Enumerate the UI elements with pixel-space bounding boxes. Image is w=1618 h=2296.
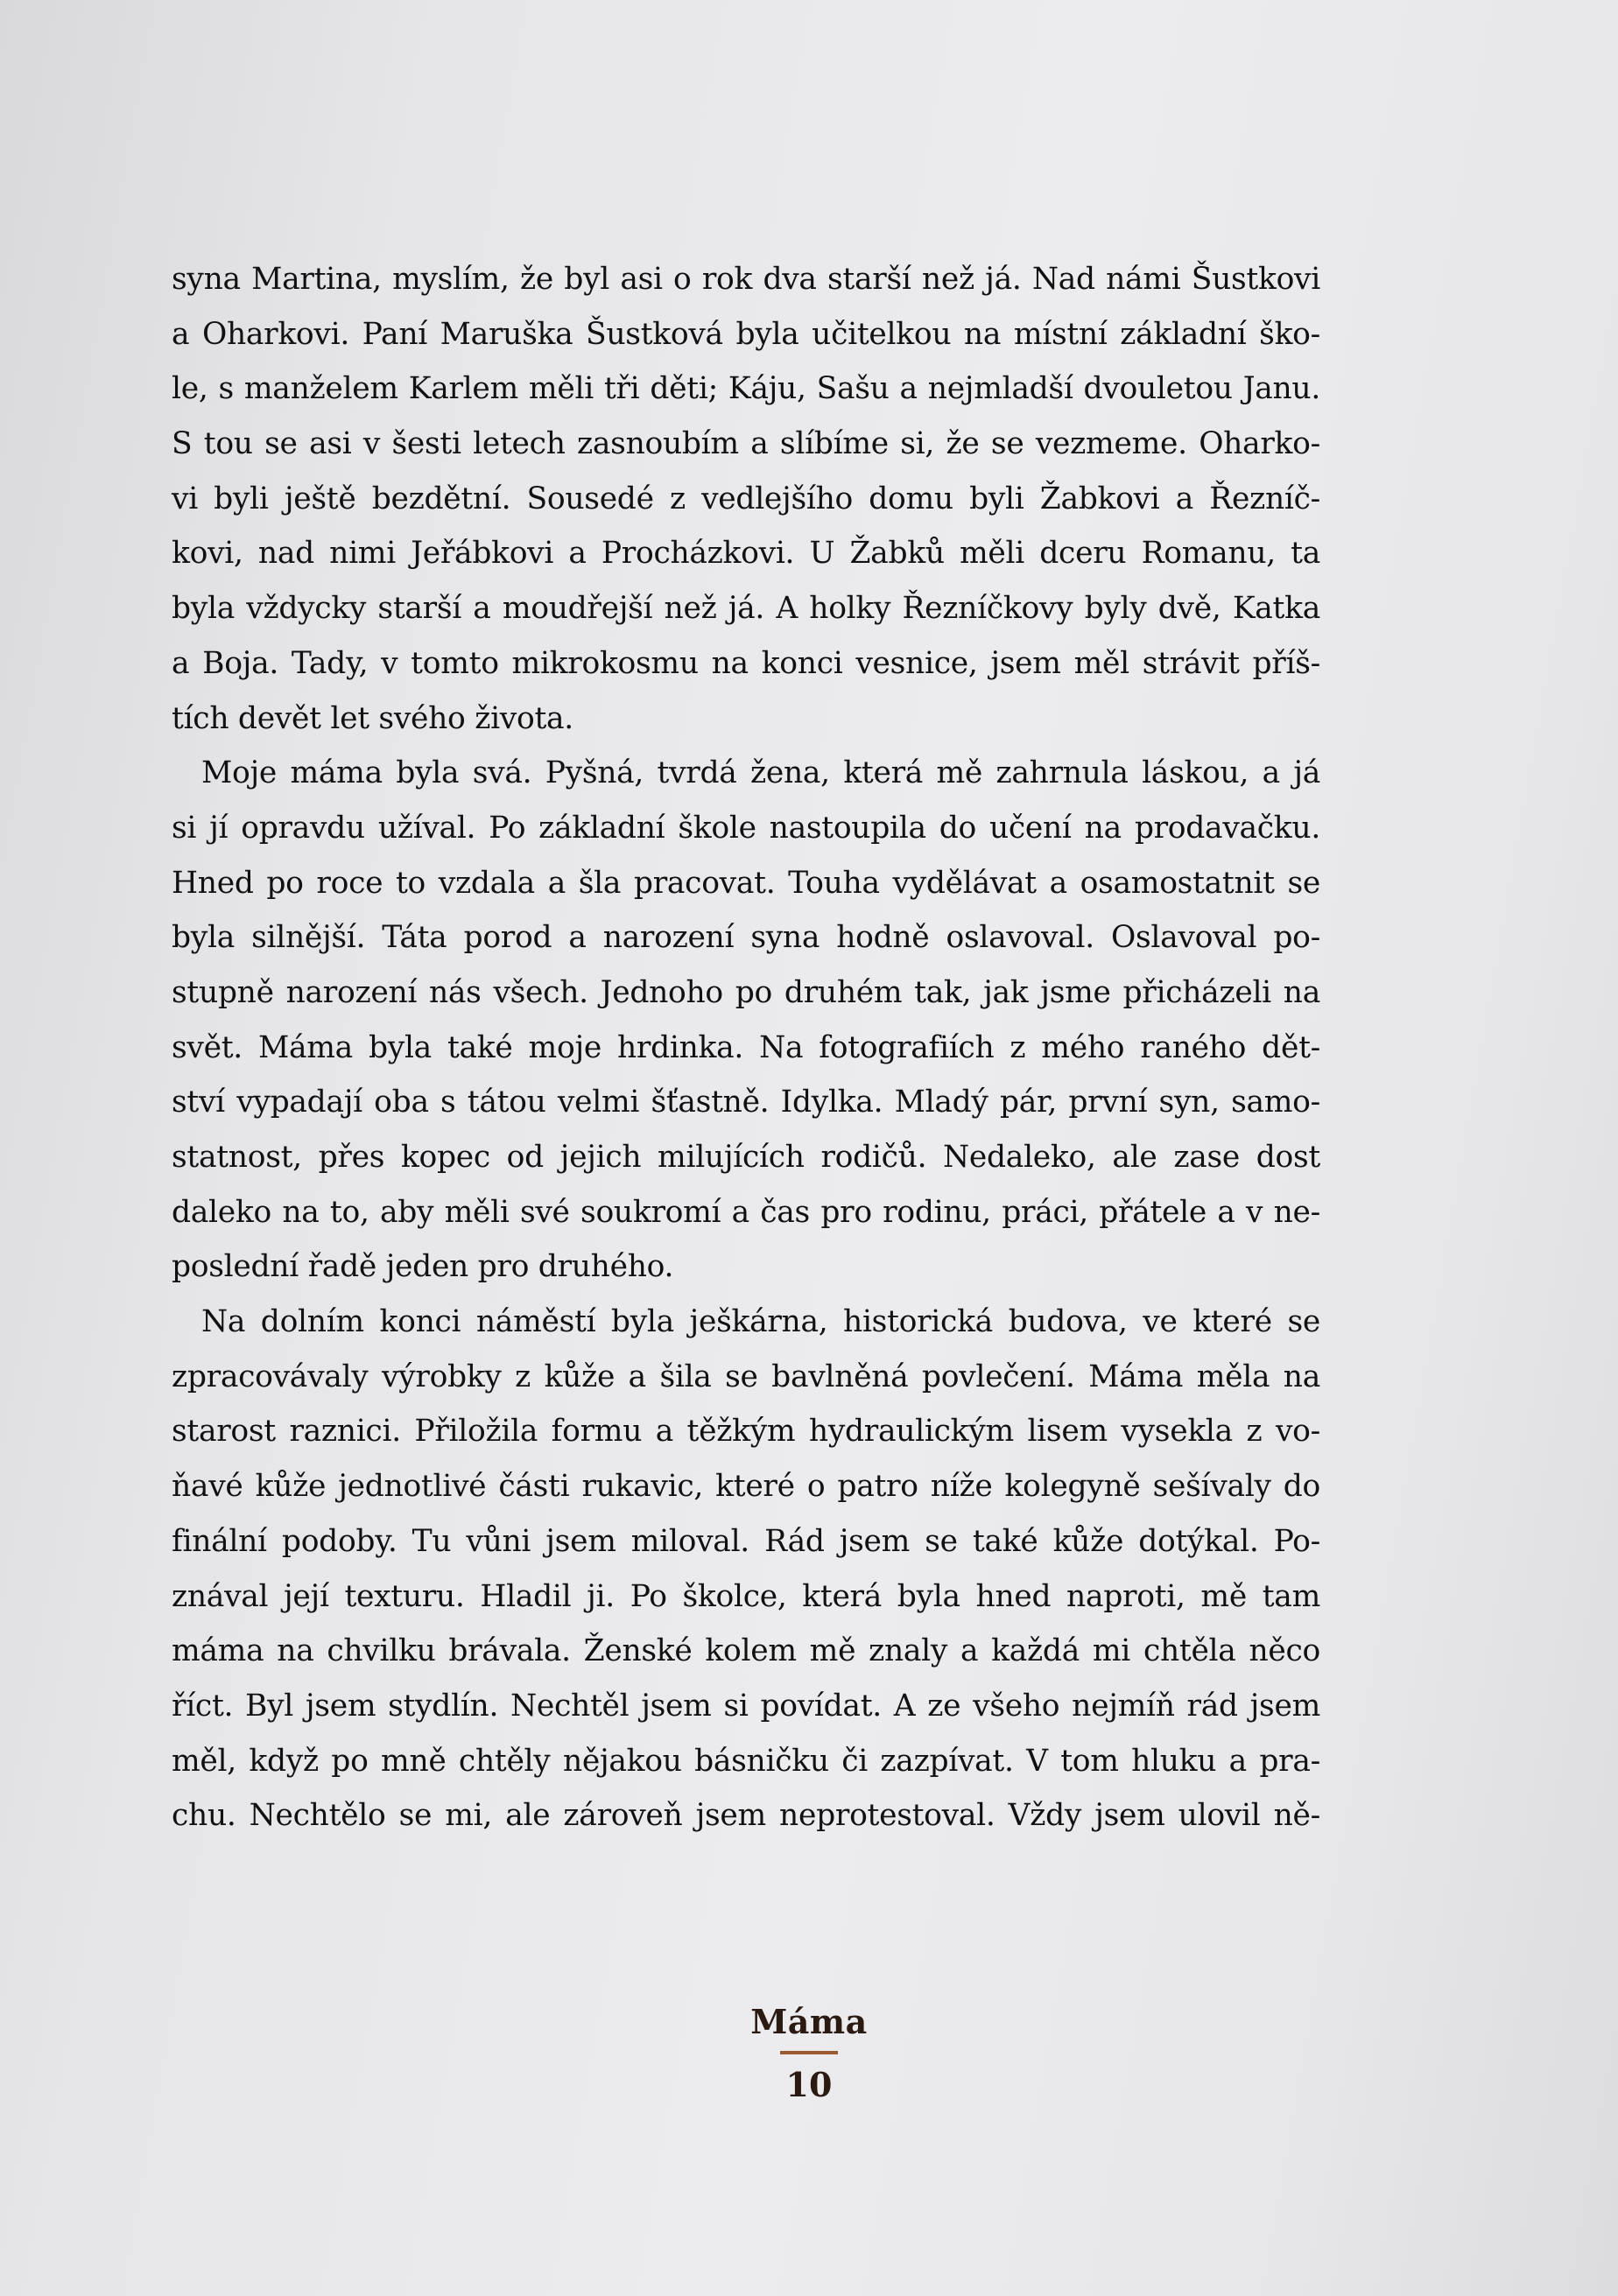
text-line: statnost, přes kopec od jejich milujících rodičů. Nedaleko, ale zase dost <box>172 1140 1320 1175</box>
text-line: zpracovávaly výrobky z kůže a šila se bavlněná povlečení. Máma měla na <box>172 1359 1320 1394</box>
text-line: Moje máma byla svá. Pyšná, tvrdá žena, která mě zahrnula láskou, a já <box>201 755 1320 791</box>
text-line: Hned po roce to vzdala a šla pracovat. Touha vydělávat a osamostatnit se <box>172 865 1320 901</box>
text-line: máma na chvilku brávala. Ženské kolem mě znaly a každá mi chtěla něco <box>172 1633 1320 1669</box>
text-line: ňavé kůže jednotlivé části rukavic, které o patro níže kolegyně sešívaly do <box>172 1469 1320 1505</box>
text-line: finální podoby. Tu vůni jsem miloval. Rád jsem se také kůže dotýkal. Po- <box>172 1523 1320 1559</box>
text-line: syna Martina, myslím, že byl asi o rok dva starší než já. Nad námi Šustkovi <box>172 262 1320 297</box>
text-line: byla vždycky starší a moudřejší než já. A holky Řezníčkovy byly dvě, Katka <box>172 591 1320 627</box>
text-line: daleko na to, aby měli své soukromí a čas pro rodinu, práci, přátele a v ne- <box>172 1194 1320 1230</box>
text-line: měl, když po mně chtěly nějakou básničku či zazpívat. V tom hluku a pra- <box>172 1743 1320 1779</box>
text-line: poslední řadě jeden pro druhého. <box>172 1249 674 1285</box>
text-line: chu. Nechtělo se mi, ale zároveň jsem neprotestoval. Vždy jsem ulovil ně- <box>172 1798 1320 1834</box>
text-line: tích devět let svého života. <box>172 700 573 736</box>
text-line: a Boja. Tady, v tomto mikrokosmu na konci vesnice, jsem měl strávit příš- <box>172 645 1320 681</box>
text-line: svět. Máma byla také moje hrdinka. Na fotografiích z mého raného dět- <box>172 1029 1320 1065</box>
text-line: znával její texturu. Hladil ji. Po školce, která byla hned naproti, mě tam <box>172 1578 1320 1614</box>
page-footer <box>0 2000 1618 2107</box>
text-line: ství vypadají oba s tátou velmi šťastně. Idylka. Mladý pár, první syn, samo- <box>172 1085 1320 1120</box>
body-text <box>172 252 1320 1843</box>
text-line: vi byli ještě bezdětní. Sousedé z vedlejšího domu byli Žabkovi a Řezníč- <box>172 481 1320 516</box>
text-line: le, s manželem Karlem měli tři děti; Káju, Sašu a nejmladší dvouletou Janu. <box>172 371 1320 407</box>
chapter-divider <box>780 2051 838 2054</box>
page-number: 10 <box>785 2065 833 2104</box>
text-line: S tou se asi v šesti letech zasnoubím a slíbíme si, že se vezmeme. Oharko- <box>172 426 1320 462</box>
text-line: Na dolním konci náměstí byla ješkárna, historická budova, ve které se <box>201 1304 1320 1340</box>
text-line: si jí opravdu užíval. Po základní škole nastoupila do učení na prodavačku. <box>172 810 1320 846</box>
text-line: starost raznici. Přiložila formu a těžkým hydraulickým lisem vysekla z vo- <box>172 1414 1320 1450</box>
text-line: stupně narození nás všech. Jednoho po druhém tak, jak jsme přicházeli na <box>172 974 1320 1010</box>
text-line: a Oharkovi. Paní Maruška Šustková byla učitelkou na místní základní ško- <box>172 316 1320 352</box>
text-line: byla silnější. Táta porod a narození syna hodně oslavoval. Oslavoval po- <box>172 920 1320 956</box>
text-line: říct. Byl jsem stydlín. Nechtěl jsem si povídat. A ze všeho nejmíň rád jsem <box>172 1688 1320 1724</box>
text-line: kovi, nad nimi Jeřábkovi a Procházkovi. U Žabků měli dceru Romanu, ta <box>172 536 1320 572</box>
chapter-title: Máma <box>750 2002 868 2041</box>
